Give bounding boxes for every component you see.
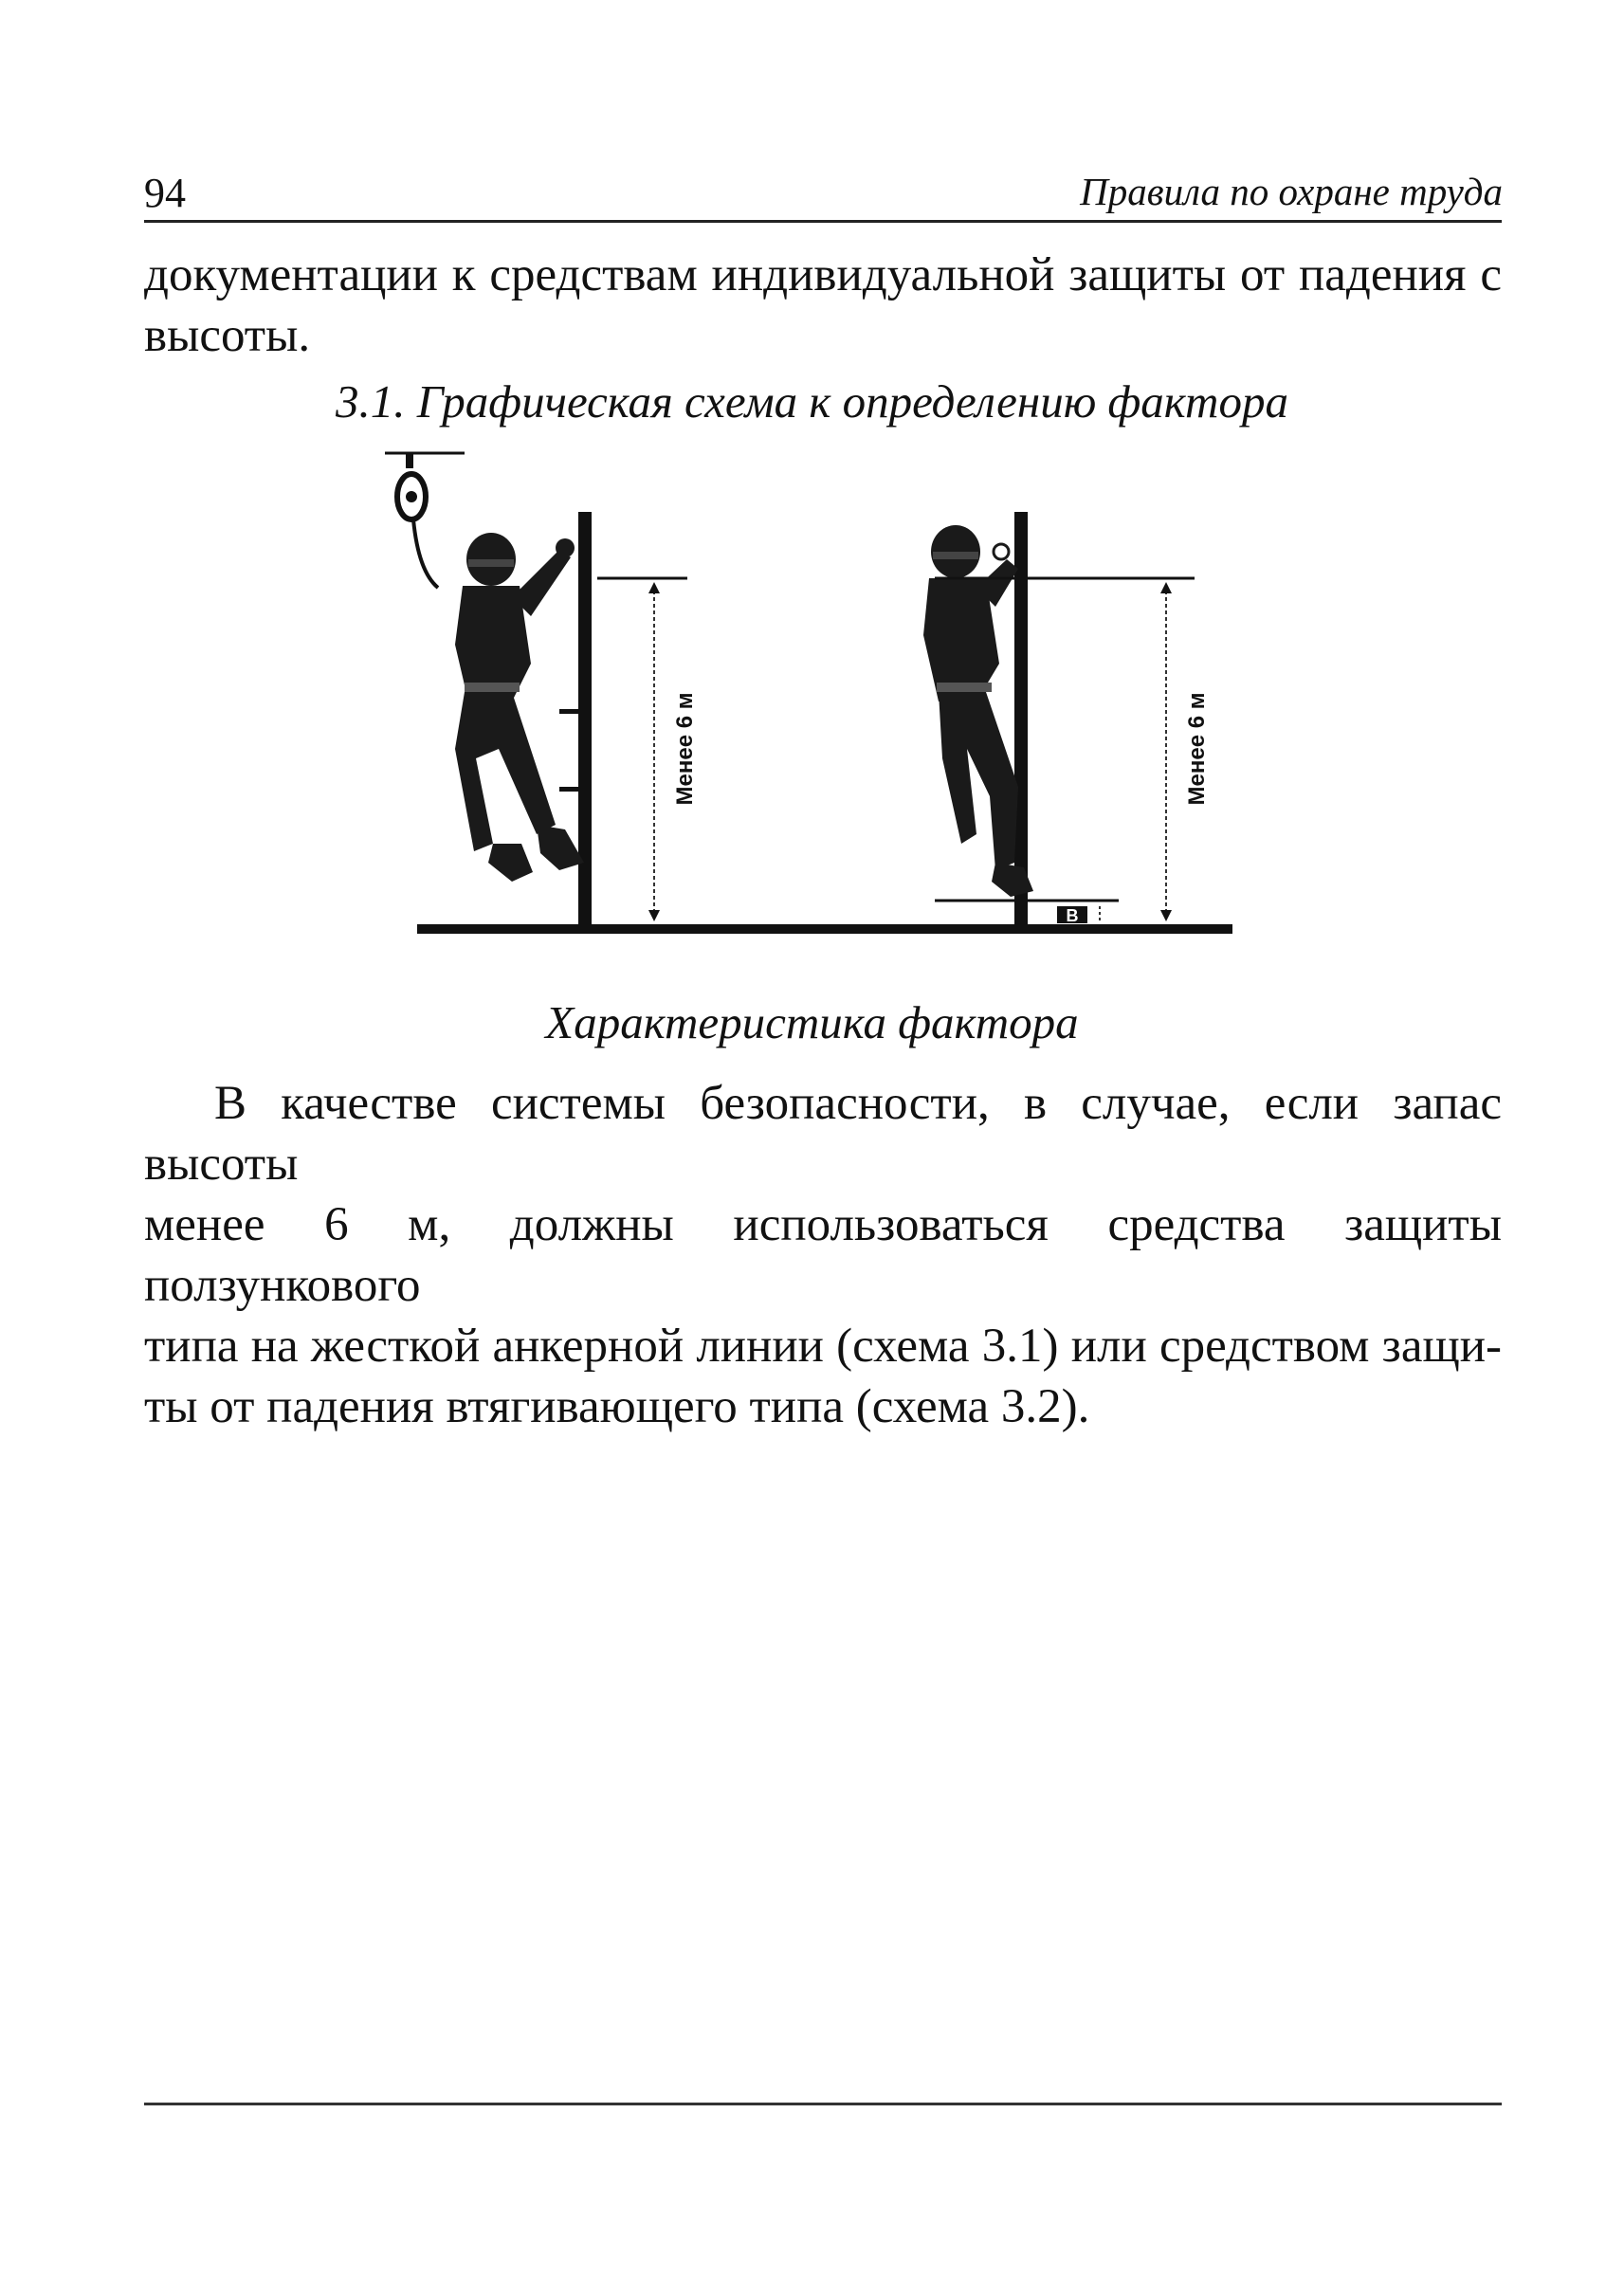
ground-line <box>417 924 1232 934</box>
intro-paragraph <box>144 245 1502 366</box>
pole <box>578 512 592 934</box>
b-marker-label: В <box>1066 906 1079 925</box>
body-line-1: В качестве системы безопасности, в случае, если запас высоты <box>144 1077 1502 1191</box>
body-line-3: типа на жесткой анкерной линии (схема 3.1) или средством защи- <box>144 1320 1502 1373</box>
fall-factor-diagram <box>370 446 1242 948</box>
figure-caption: 3.1. Графическая схема к определению фактора <box>336 375 1288 428</box>
left-scene <box>385 453 698 934</box>
body-line-2: менее 6 м, должны использоваться средства защиты ползункового <box>144 1198 1502 1312</box>
page-number: 94 <box>144 170 186 216</box>
body-line-4: ты от падения втягивающего типа (схема 3.2). <box>144 1380 1090 1433</box>
running-title: Правила по охране труда <box>1080 170 1503 213</box>
intro-line-2: высоты. <box>144 309 311 362</box>
header-rule <box>144 220 1502 223</box>
footer-rule <box>144 2103 1502 2105</box>
right-dimension-label: Менее 6 м <box>1184 692 1210 806</box>
body-paragraph <box>144 1073 1502 1437</box>
right-scene <box>923 512 1210 934</box>
left-dimension-label: Менее 6 м <box>672 692 698 806</box>
section-subheading: Характеристика фактора <box>545 996 1079 1048</box>
intro-line-1: документации к средствам индивидуальной защиты от падения с <box>144 248 1502 301</box>
worker-icon <box>455 533 584 882</box>
